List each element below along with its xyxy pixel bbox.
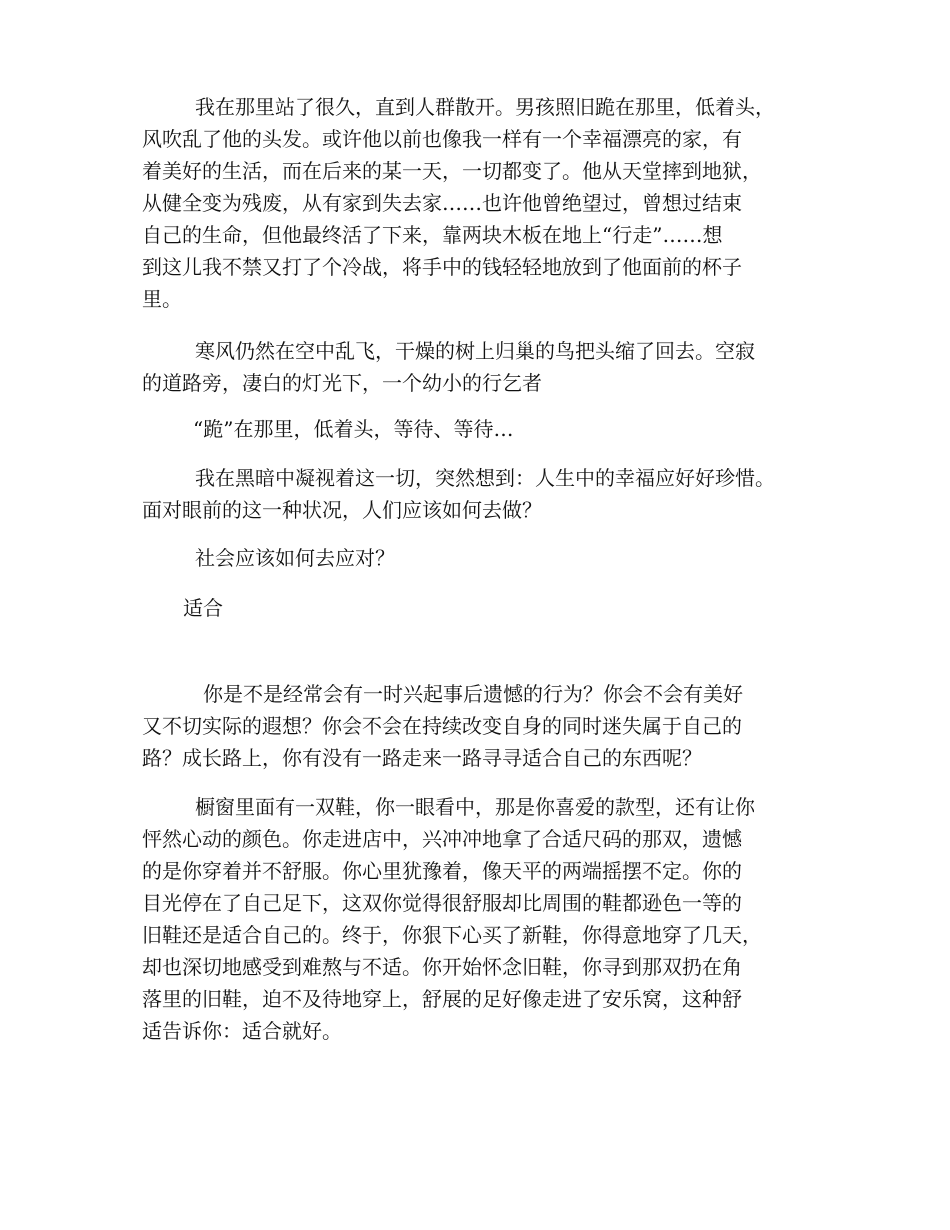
paragraph-line: 的是你穿着并不舒服。你心里犹豫着，像天平的两端摇摆不定。你的 bbox=[142, 859, 742, 883]
paragraph-line: 里。 bbox=[142, 287, 182, 311]
paragraph-line: 橱窗里面有一双鞋，你一眼看中，那是你喜爱的款型，还有让你 bbox=[195, 795, 755, 819]
paragraph-line: 你是不是经常会有一时兴起事后遗憾的行为？你会不会有美好 bbox=[203, 682, 743, 706]
section-title: 适合 bbox=[183, 596, 223, 620]
paragraph-line: 面对眼前的这一种状况，人们应该如何去做？ bbox=[142, 498, 542, 522]
paragraph-line: 路？成长路上，你有没有一路走来一路寻寻适合自己的东西呢？ bbox=[142, 746, 702, 770]
paragraph-line: 目光停在了自己足下，这双你觉得很舒服却比周围的鞋都逊色一等的 bbox=[142, 891, 742, 915]
paragraph-line: 着美好的生活，而在后来的某一天，一切都变了。他从天堂摔到地狱， bbox=[142, 159, 762, 183]
paragraph-line: 到这儿我不禁又打了个冷战，将手中的钱轻轻地放到了他面前的杯子 bbox=[142, 255, 742, 279]
paragraph-line: 我在黑暗中凝视着这一切，突然想到：人生中的幸福应好好珍惜。 bbox=[195, 466, 775, 490]
paragraph-line: 适告诉你：适合就好。 bbox=[142, 1019, 342, 1043]
paragraph-line: “跪”在那里，低着头，等待、等待… bbox=[193, 417, 514, 441]
paragraph-line: 自己的生命，但他最终活了下来，靠两块木板在地上“行走”……想 bbox=[142, 223, 723, 247]
paragraph-line: 怦然心动的颜色。你走进店中，兴冲冲地拿了合适尺码的那双，遗憾 bbox=[142, 827, 742, 851]
paragraph-line: 旧鞋还是适合自己的。终于，你狠下心买了新鞋，你得意地穿了几天， bbox=[142, 923, 762, 947]
paragraph-line: 社会应该如何去应对？ bbox=[195, 546, 395, 570]
paragraph-line: 的道路旁，凄白的灯光下，一个幼小的行乞者 bbox=[142, 371, 542, 395]
paragraph-line: 我在那里站了很久，直到人群散开。男孩照旧跪在那里，低着头， bbox=[195, 95, 775, 119]
paragraph-line: 风吹乱了他的头发。或许他以前也像我一样有一个幸福漂亮的家，有 bbox=[142, 127, 742, 151]
paragraph-line: 从健全变为残废，从有家到失去家……也许他曾绝望过，曾想过结束 bbox=[142, 191, 742, 215]
paragraph-line: 落里的旧鞋，迫不及待地穿上，舒展的足好像走进了安乐窝，这种舒 bbox=[142, 987, 742, 1011]
paragraph-line: 又不切实际的遐想？你会不会在持续改变自身的同时迷失属于自己的 bbox=[142, 714, 742, 738]
paragraph-line: 却也深切地感受到难熬与不适。你开始怀念旧鞋，你寻到那双扔在角 bbox=[142, 955, 742, 979]
paragraph-line: 寒风仍然在空中乱飞，干燥的树上归巢的鸟把头缩了回去。空寂 bbox=[195, 339, 755, 363]
